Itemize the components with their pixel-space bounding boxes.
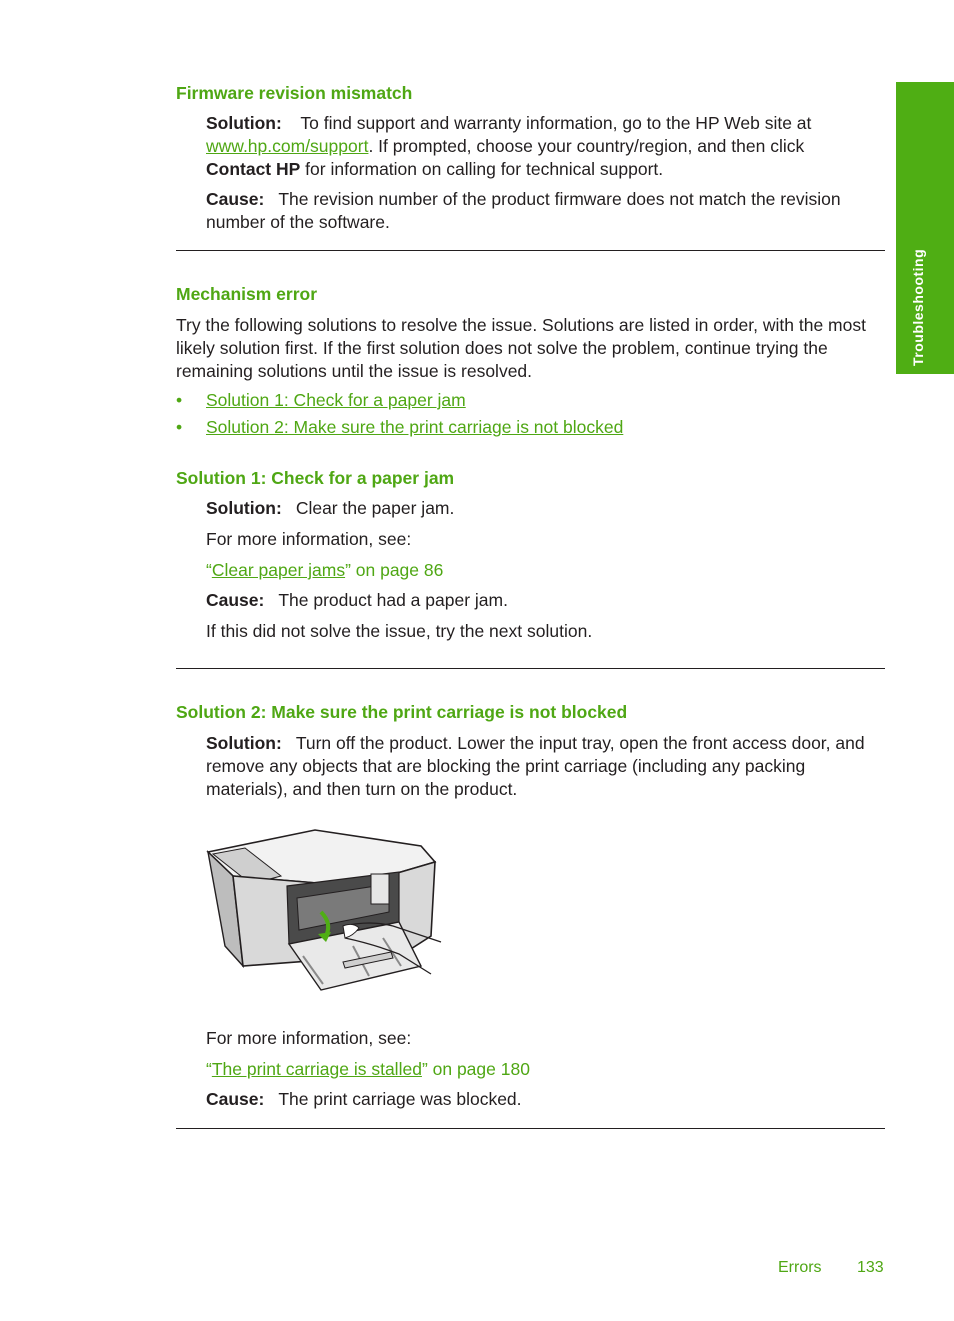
- solution1-reference: [206, 559, 886, 582]
- firmware-solution-text-3: for information on calling for technical support.: [300, 159, 664, 179]
- heading-mechanism: Mechanism error: [176, 284, 318, 304]
- heading-solution-2: Solution 2: Make sure the print carriage is not blocked: [176, 702, 628, 722]
- reference-page: ” on page 180: [421, 1059, 530, 1079]
- divider: [176, 1128, 885, 1129]
- cause-label: Cause:: [206, 1089, 265, 1109]
- reference-page: ” on page 86: [345, 560, 444, 580]
- solution1-cause: [206, 589, 886, 612]
- page-number: 133: [857, 1259, 884, 1276]
- cause-label: Cause:: [206, 189, 265, 209]
- firmware-solution-text-1: To find support and warranty information, go to the HP Web site at: [300, 113, 812, 133]
- solution1-cause-text: The product had a paper jam.: [278, 590, 508, 610]
- firmware-solution: [206, 112, 886, 181]
- solution1-solution-text: Clear the paper jam.: [295, 498, 455, 518]
- link-solution-2[interactable]: Solution 2: Make sure the print carriage is not blocked: [206, 417, 624, 437]
- solution2-cause-text: The print carriage was blocked.: [278, 1089, 522, 1109]
- firmware-solution-text-2: . If prompted, choose your country/region, and then click: [368, 136, 805, 156]
- bullet: •: [176, 417, 183, 437]
- divider: [176, 668, 885, 669]
- quote-open: “: [206, 560, 212, 580]
- solution1-solution: [206, 497, 886, 520]
- solution2-reference: [206, 1058, 886, 1081]
- link-solution-1[interactable]: Solution 1: Check for a paper jam: [206, 390, 466, 410]
- divider: [176, 250, 885, 251]
- printer-illustration: [203, 826, 447, 996]
- solution-label: Solution:: [206, 498, 282, 518]
- heading-firmware: Firmware revision mismatch: [176, 83, 413, 103]
- print-carriage-stalled-link[interactable]: The print carriage is stalled: [211, 1059, 422, 1079]
- cause-label: Cause:: [206, 590, 265, 610]
- solution2-solution: [206, 732, 886, 801]
- bullet: •: [176, 390, 183, 410]
- quote-open: “: [206, 1059, 212, 1079]
- heading-solution-1: Solution 1: Check for a paper jam: [176, 468, 455, 488]
- solution2-cause: [206, 1088, 886, 1111]
- contact-hp-bold: Contact HP: [206, 159, 301, 179]
- solution2-more-info: For more information, see:: [206, 1028, 412, 1048]
- hp-support-link[interactable]: www.hp.com/support: [206, 136, 369, 156]
- clear-paper-jams-link[interactable]: Clear paper jams: [211, 560, 346, 580]
- side-tab-label: Troubleshooting: [910, 248, 926, 366]
- footer-section: Errors: [778, 1259, 822, 1276]
- solution2-solution-text: Turn off the product. Lower the input tray, open the front access door, and remove any objects that are blocking the print carriage (including any packing materials), and then turn on the product.: [206, 733, 865, 799]
- mechanism-intro: Try the following solutions to resolve the issue. Solutions are listed in order, with the most likely solution first. If the first solution does not solve the problem, continue trying the remaining solutions until the issue is resolved.: [176, 315, 866, 381]
- firmware-cause: [206, 188, 886, 234]
- solution1-next: If this did not solve the issue, try the next solution.: [206, 621, 593, 641]
- solution1-more-info: For more information, see:: [206, 529, 412, 549]
- solution-label: Solution:: [206, 733, 282, 753]
- firmware-cause-text: The revision number of the product firmware does not match the revision number of the software.: [206, 189, 841, 232]
- solution-label: Solution:: [206, 113, 282, 133]
